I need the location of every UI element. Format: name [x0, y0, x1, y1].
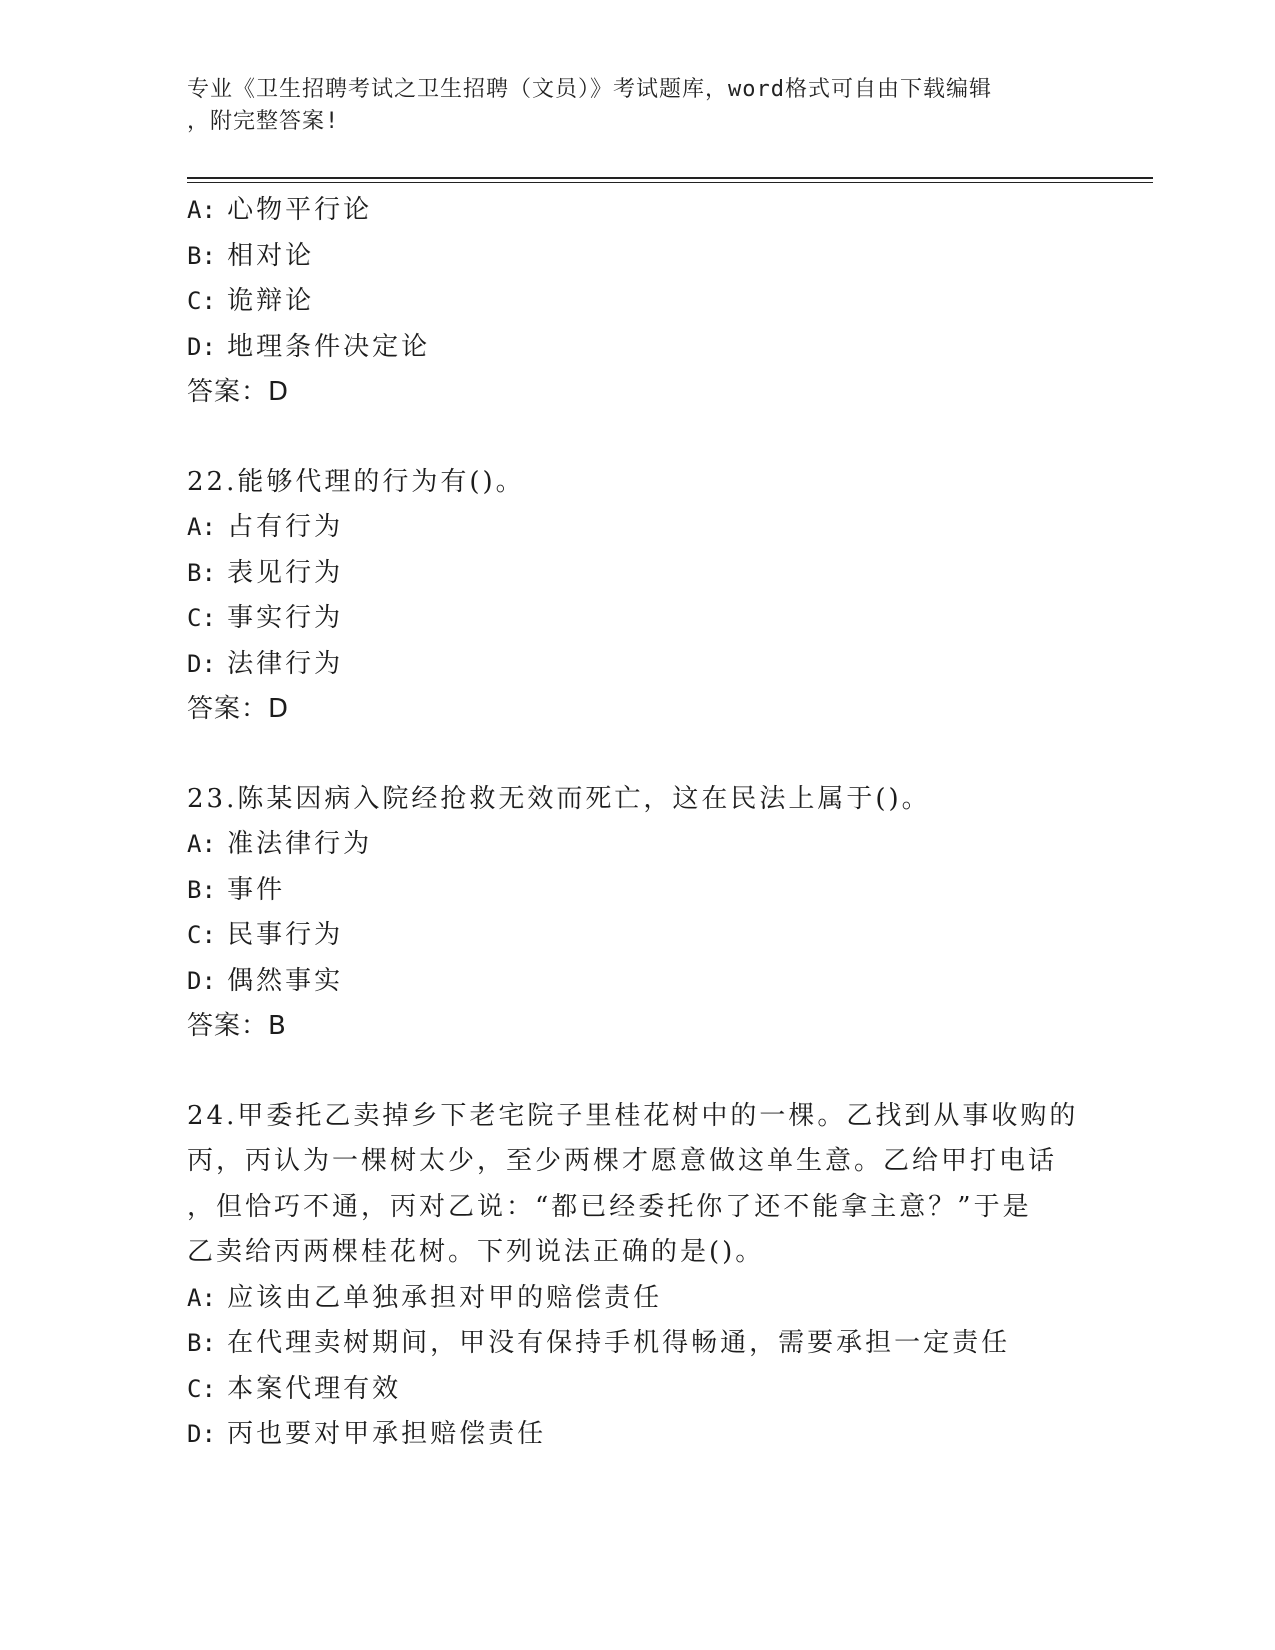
option-c [187, 1367, 1147, 1413]
option-c [187, 596, 1147, 642]
option-text: 法律行为 [227, 648, 344, 679]
question-24 [187, 1094, 1147, 1458]
option-label: B: [187, 1329, 216, 1357]
option-label: A: [187, 1283, 216, 1312]
answer-line: 答案：B [187, 1011, 287, 1041]
option-text: 相对论 [227, 240, 315, 271]
spacer [187, 1050, 1147, 1094]
option-label: A: [187, 513, 216, 541]
option-label: D: [187, 966, 216, 995]
question-22 [187, 460, 1147, 733]
question-stem: 22.能够代理的行为有()。 [187, 466, 525, 497]
question-stem-line-3: ，但恰巧不通，丙对乙说：“都已经委托你了还不能拿主意？”于是 [187, 1191, 1032, 1222]
option-a [187, 1276, 1147, 1322]
option-d [187, 325, 1147, 371]
option-text: 本案代理有效 [227, 1373, 402, 1404]
option-a [187, 822, 1147, 868]
header-divider [187, 177, 1153, 183]
option-label: B: [187, 875, 216, 904]
question-stem-line-4: 乙卖给丙两棵桂花树。下列说法正确的是()。 [187, 1237, 765, 1267]
option-text: 地理条件决定论 [227, 331, 431, 362]
option-d [187, 959, 1147, 1005]
option-text: 偶然事实 [227, 965, 344, 996]
option-text: 心物平行论 [227, 195, 373, 225]
document-header [187, 74, 1087, 138]
option-label: C: [187, 604, 216, 632]
option-label: A: [187, 830, 216, 858]
option-a [187, 505, 1147, 551]
option-text: 丙也要对甲承担赔偿责任 [227, 1419, 547, 1449]
option-d [187, 1412, 1147, 1458]
question-23 [187, 777, 1147, 1050]
question-stem: 23.陈某因病入院经抢救无效而死亡，这在民法上属于()。 [187, 783, 931, 814]
option-b [187, 551, 1147, 597]
option-d [187, 642, 1147, 688]
option-text: 在代理卖树期间，甲没有保持手机得畅通，需要承担一定责任 [227, 1328, 1011, 1358]
option-label: B: [187, 558, 216, 587]
header-line-2: ，附完整答案! [187, 109, 340, 134]
option-text: 应该由乙单独承担对甲的赔偿责任 [227, 1282, 663, 1313]
prev-question [187, 188, 1147, 416]
option-c [187, 279, 1147, 325]
option-b [187, 868, 1147, 914]
option-text: 占有行为 [227, 512, 344, 542]
spacer [187, 733, 1147, 777]
option-label: C: [187, 921, 216, 949]
answer-line: 答案：D [187, 694, 290, 724]
option-label: C: [187, 287, 216, 315]
option-label: D: [187, 649, 216, 678]
option-b [187, 234, 1147, 280]
answer-line: 答案：D [187, 377, 290, 407]
option-label: A: [187, 196, 216, 224]
spacer [187, 416, 1147, 460]
option-text: 表见行为 [227, 557, 344, 588]
question-stem-line-1: 24.甲委托乙卖掉乡下老宅院子里桂花树中的一棵。乙找到从事收购的 [187, 1100, 1079, 1131]
option-text: 民事行为 [227, 920, 344, 950]
option-a [187, 188, 1147, 234]
question-content [187, 188, 1147, 1458]
option-label: D: [187, 1420, 216, 1448]
option-text: 准法律行为 [227, 829, 373, 859]
option-text: 事实行为 [227, 603, 344, 633]
option-label: D: [187, 332, 216, 361]
option-b [187, 1321, 1147, 1367]
option-text: 诡辩论 [227, 286, 315, 316]
header-line-1: 专业《卫生招聘考试之卫生招聘（文员）》考试题库，word格式可自由下载编辑 [187, 77, 992, 102]
option-label: C: [187, 1374, 216, 1403]
option-label: B: [187, 241, 216, 270]
option-text: 事件 [227, 874, 286, 905]
option-c [187, 913, 1147, 959]
question-stem-line-2: 丙，丙认为一棵树太少，至少两棵才愿意做这单生意。乙给甲打电话 [187, 1146, 1058, 1176]
